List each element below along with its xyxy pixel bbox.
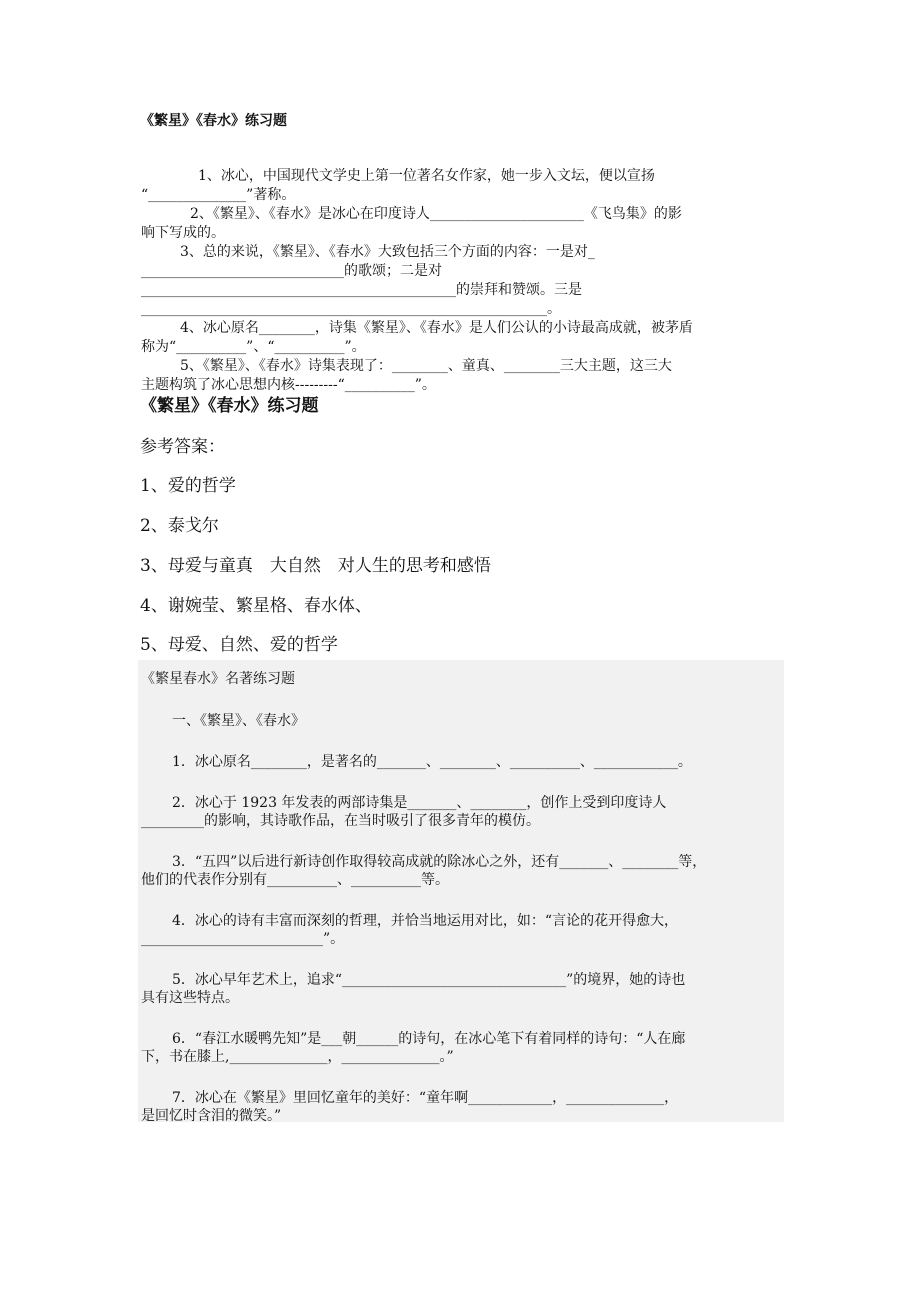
question-line: 5．冰心早年艺术上，追求“________________________________”的境界，她的诗也 [172,972,686,988]
exercise-line: __________________________________________________________。 [141,301,561,317]
exercise-line: 称为“__________”、“__________”。 [141,339,366,355]
question-line: 具有这些特点。 [141,990,239,1006]
exercise-line: 5、《繁星》、《春水》诗集表现了：________、童真、________三大主题，这三大 [180,358,672,374]
question-line: 7．冰心在《繁星》里回忆童年的美好：“童年啊____________，______________， [172,1090,679,1106]
answer-item: 5、母爱、自然、爱的哲学 [140,635,338,655]
exercise-line: “______________”著称。 [141,187,296,203]
answers-label: 参考答案： [140,437,225,457]
question-line: __________________________”。 [141,931,345,947]
answer-item: 3、母爱与童真 大自然 对人生的思考和感悟 [140,556,491,576]
question-line: 他们的代表作分别有__________、__________等。 [141,872,449,888]
exercise-line: 1、冰心，中国现代文学史上第一位著名女作家，她一步入文坛，便以宣扬 [198,168,655,184]
question-line: 是回忆时含泪的微笑。” [141,1108,282,1124]
answer-item: 4、谢婉莹、繁星格、春水体、 [140,596,372,616]
exercise-line: _____________________________的歌颂；二是对 [141,263,442,279]
exercise-line: 2、《繁星》、《春水》是冰心在印度诗人______________________《飞鸟集》的影 [190,206,682,222]
exercise-line: 3、总的来说，《繁星》、《春水》大致包括三个方面的内容：一是对_ [180,244,595,260]
answer-item: 2、泰戈尔 [140,516,219,536]
section-1-title: 《繁星》《春水》练习题 [140,113,287,129]
exercise-line: 4、冰心原名________，诗集《繁星》、《春水》是人们公认的小诗最高成就，被茅盾 [180,320,693,336]
question-line: 4．冰心的诗有丰富而深刻的哲理，并恰当地运用对比，如：“言论的花开得愈大， [172,913,679,929]
question-line: 3．“五四”以后进行新诗创作取得较高成就的除冰心之外，还有_______、________等， [172,854,707,870]
answer-item: 1、爱的哲学 [140,476,236,496]
question-line: 2．冰心于 1923 年发表的两部诗集是_______、________，创作上受到印度诗人 [172,795,667,811]
exercise-line: _____________________________________________的崇拜和赞颂。三是 [141,282,582,298]
question-line: _________的影响，其诗歌作品，在当时吸引了很多青年的模仿。 [141,813,540,829]
question-line: 6．“春江水暖鸭先知”是___朝______的诗句，在冰心笔下有着同样的诗句：“人在廊 [172,1031,686,1047]
section-2-title: 《繁星》《春水》练习题 [140,396,319,416]
exercise-line: 主题构筑了冰心思想内核---------“__________”。 [141,377,436,393]
question-line: 1．冰心原名________，是著名的_______、________、__________、____________。 [172,754,692,770]
exercise-line: 响下写成的。 [141,225,225,241]
section-3-subtitle: 一、《繁星》、《春水》 [172,713,305,729]
section-3-title: 《繁星春水》名著练习题 [141,671,295,687]
question-line: 下，书在膝上,______________，______________。” [141,1049,454,1065]
